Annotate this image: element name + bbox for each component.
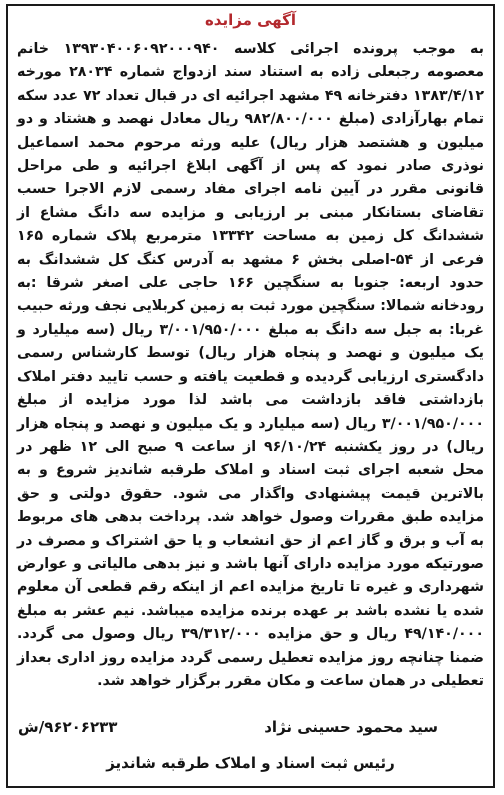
signer-title: رئیس ثبت اسناد و املاک طرقبه شاندیز (106, 754, 395, 772)
signature-row (18, 718, 483, 742)
notice-code: ۹۶۲۰۶۲۳۳/ش (18, 718, 118, 736)
notice-body: به موجب پرونده اجرائی کلاسه ۱۳۹۳۰۴۰۰۶۰۹۲۰۰۰۹۴۰ خانم معصومه رجبعلی زاده به استناد سند ازدواج شماره ۲۸۰۳۴ مورخه ۱۳۸۳/۴/۱۲ دفترخانه ۴۹ مشهد اجرائیه ای در قبال تعداد ۷۲ عدد سکه تمام بهارآزادی (مبلغ ۹۸۲/۸۰۰/۰۰۰ ریال معادل نهصد و هشتاد و دو میلیون و هشتصد هزار ریال) علیه ورثه مرحوم محمد اسماعیل نوذری صادر نمود که پس از آگهی ابلاغ اجرائیه و طی مراحل قانونی مقرر در آیین نامه اجرای مفاد رسمی لازم الاجرا حسب تقاضای بستانکار مبنی بر ارزیابی و مزایده سه دانگ مشاع از ششدانگ کل زمین به مساحت ۱۳۳۴۲ مترمربع پلاک شماره ۱۶۵ فرعی از ۵۴-اصلی بخش ۶ مشهد به آدرس کنگ کل ششدانگ به حدود اربعه: جنوبا به سنگچین ۱۶۶ حاجی علی اصغر شرقا :به رودخانه شمالا: سنگچین مورد ثبت به زمین کربلایی نجف ورثه حبیب غربا: به جبل سه دانگ به مبلغ ۳/۰۰۱/۹۵۰/۰۰۰ ریال (سه میلیارد و یک میلیون و نهصد و پنجاه هزار ریال) توسط کارشناس رسمی دادگستری ارزیابی گردیده و قطعیت یافته و حسب تایید دفتر املاک بازداشتی فاقد بازداشت می باشد لذا مورد مزایده از مبلغ ۳/۰۰۱/۹۵۰/۰۰۰ ریال (سه میلیارد و یک میلیون و نهصد و پنجاه هزار ریال) در روز یکشنبه ۹۶/۱۰/۲۴ از ساعت ۹ صبح الی ۱۲ ظهر در محل شعبه اجرای ثبت اسناد و املاک طرقبه شاندیز شروع و به بالاترین قیمت پیشنهادی واگذار می شود. حقوق دولتی و حق مزایده طبق مقررات وصول خواهد شد. پرداخت بدهی های مربوط به آب و برق و گاز اعم از حق انشعاب و یا حق اشتراک و مصرف در صورتیکه مورد مزایده دارای آنها باشد و نیز بدهی مالیاتی و عوارض شهرداری و غیره تا تاریخ مزایده اعم از اینکه رقم قطعی آن معلوم شده یا نشده باشد بر عهده برنده مزایده میباشد. نیم عشر به مبلغ ۴۹/۱۴۰/۰۰۰ ریال و حق مزایده ۳۹/۳۱۲/۰۰۰ ریال وصول می گردد. ضمنا چنانچه روز مزایده تعطیل رسمی گردد مزایده روز اداری بعداز تعطیلی در همان ساعت و مکان مقرر برگزار خواهد شد. (17, 41, 485, 689)
signer-name: سید محمود حسینی نژاد (264, 718, 438, 736)
auction-notice (6, 4, 495, 788)
notice-title: آگهی مزایده (204, 11, 297, 29)
